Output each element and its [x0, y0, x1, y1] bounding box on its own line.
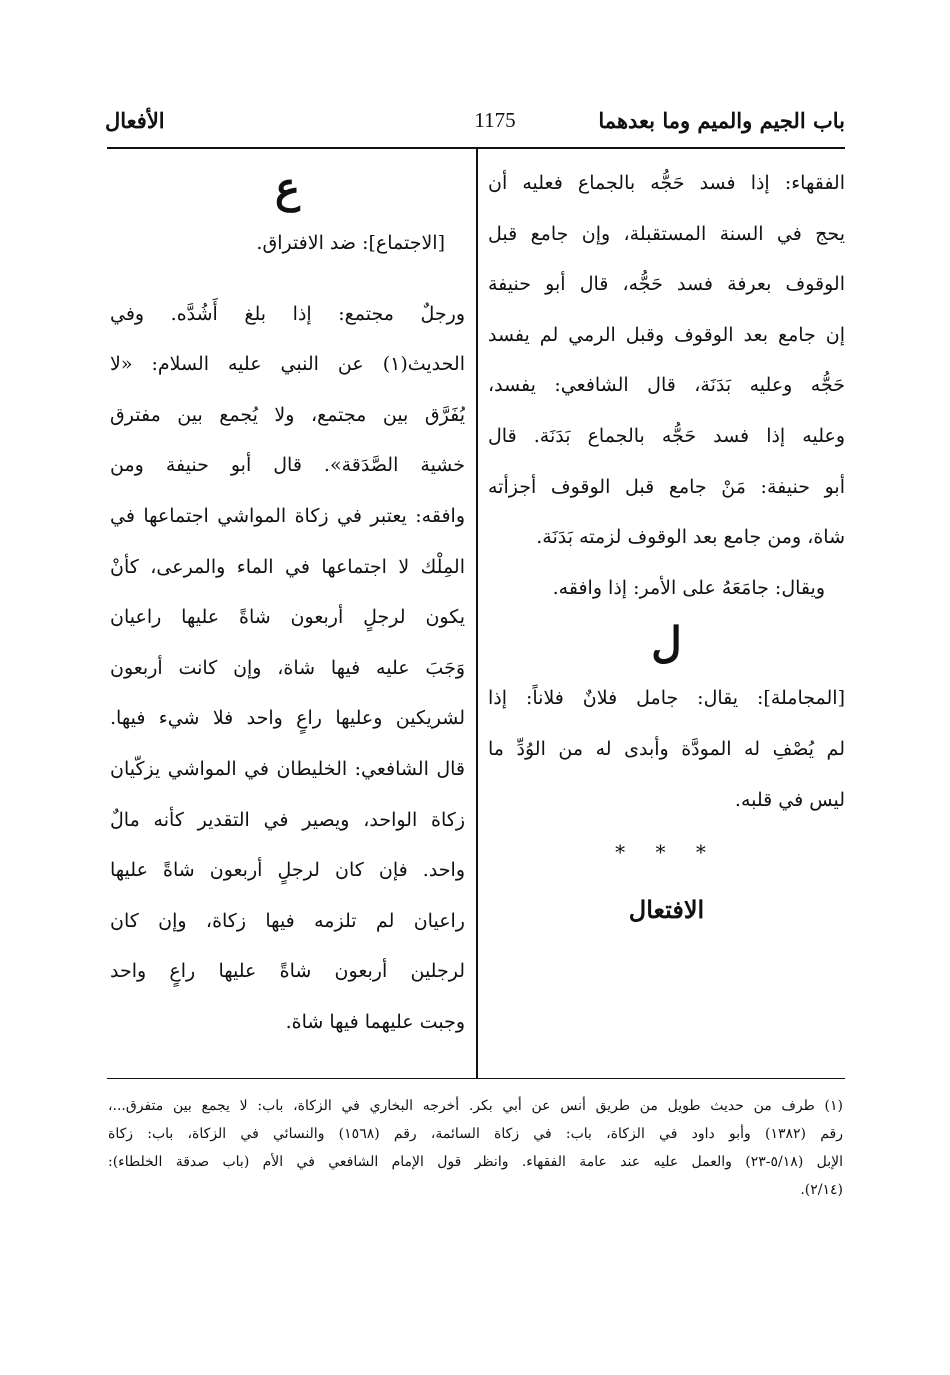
- text-line: راعيان لم تلزمه فيها زكاة، وإن كان: [110, 909, 465, 932]
- text-line: يحج في السنة المستقبلة، وإن جامع قبل: [488, 222, 845, 245]
- page-number: 1175: [474, 108, 516, 132]
- section-title: الأفعال: [105, 108, 165, 133]
- text-line: إن جامع بعد الوقوف وقبل الرمي لم يفسد: [488, 323, 845, 346]
- text-line: لم يُصْفِ له المودَّة وأبدى له من الوُدِّ ما: [488, 737, 845, 760]
- text-line: زكاة الواحد، ويصير في التقدير كأنه مالٌ: [110, 808, 465, 831]
- footnotes: [108, 1092, 843, 1204]
- text-line: وَجَبَ عليه فيها شاة، وإن كانت أربعون: [110, 656, 465, 679]
- footnote-line: الإبل (٥/١٨-٢٣) والعمل عليه عند عامة الفقهاء. وانظر قول الإمام الشافعي في الأم (باب صدقة الخلطاء):: [108, 1154, 843, 1170]
- text-line: وافقه: يعتبر في زكاة المواشي اجتماعها في: [110, 504, 465, 527]
- text-line: يكون لرجلٍ أربعون شاةً عليها راعيان: [110, 606, 465, 629]
- entry-line: [الاجتماع]: ضد الافتراق.: [256, 232, 445, 254]
- text-line: لشريكين وعليها راعٍ واحد فلا شيء فيها.: [110, 707, 465, 730]
- text-line: ليس في قلبه.: [734, 788, 845, 811]
- chapter-title: باب الجيم والميم وما بعدهما: [598, 108, 845, 133]
- spacer: [110, 269, 465, 289]
- text-line: ويقال: جامَعَهُ على الأمر: إذا وافقه.: [552, 576, 825, 599]
- text-line: شاة، ومن جامع بعد الوقوف لزمته بَدَنَة.: [536, 526, 845, 549]
- footnote-rule: [107, 1078, 845, 1079]
- text-line: واحد. فإن كان لرجلٍ أربعون شاةً عليها: [110, 859, 465, 882]
- text-line: قال الشافعي: الخليطان في المواشي يزكّيان: [110, 757, 465, 780]
- letter-heading: ل: [651, 618, 682, 668]
- footnote-line: (١) طرف من حديث طويل من طريق أنس عن أبي بكر. أخرجه البخاري في الزكاة، باب: لا يجمع بين متفرق...،: [108, 1098, 843, 1114]
- right-column: [488, 158, 845, 940]
- left-column: [110, 158, 465, 1048]
- text-line: وجبت عليهما فيها شاة.: [285, 1010, 465, 1033]
- text-line: الحديث(١) عن النبي عليه السلام: «لا: [110, 353, 465, 376]
- text-line: يُفَرَّق بين مجتمع، ولا يُجمع بين مفترق: [110, 403, 465, 426]
- footnote-line: رقم (١٣٨٢) وأبو داود في الزكاة، باب: في زكاة السائمة، رقم (١٥٦٨) والنسائي في الزكاة، باب: زكاة: [108, 1126, 843, 1142]
- letter-heading: ع: [274, 163, 301, 212]
- text-line: وعليه إذا فسد حَجُّه بالجماع بَدَنَة. قال: [488, 424, 845, 447]
- text-line: الوقوف بعرفة فسد حَجُّه، قال أبو حنيفة: [488, 273, 845, 296]
- section-separator: * * *: [615, 840, 718, 865]
- footnote-line: (٢/١٤).: [800, 1182, 843, 1198]
- text-line: خشية الصَّدَقة». قال أبو حنيفة ومن: [110, 454, 465, 477]
- next-section-heading: الافتعال: [628, 895, 705, 925]
- text-line: [المجاملة]: يقال: جامل فلانٌ فلاناً: إذا: [488, 687, 845, 710]
- text-line: حَجُّه وعليه بَدَنَة، قال الشافعي: يفسد،: [488, 374, 845, 397]
- column-divider: [476, 149, 478, 1079]
- text-line: أبو حنيفة: مَنْ جامع قبل الوقوف أجزأته: [488, 475, 845, 498]
- text-line: لرجلين أربعون شاةً عليها راعٍ واحد: [110, 960, 465, 983]
- page-header: [105, 108, 845, 148]
- text-line: ورجلٌ مجتمع: إذا بلغ أَشُدَّه. وفي: [110, 302, 465, 325]
- text-line: المِلْك لا اجتماعها في الماء والمرعى، كأنْ: [110, 555, 465, 578]
- text-line: الفقهاء: إذا فسد حَجُّه بالجماع فعليه أن: [488, 172, 845, 194]
